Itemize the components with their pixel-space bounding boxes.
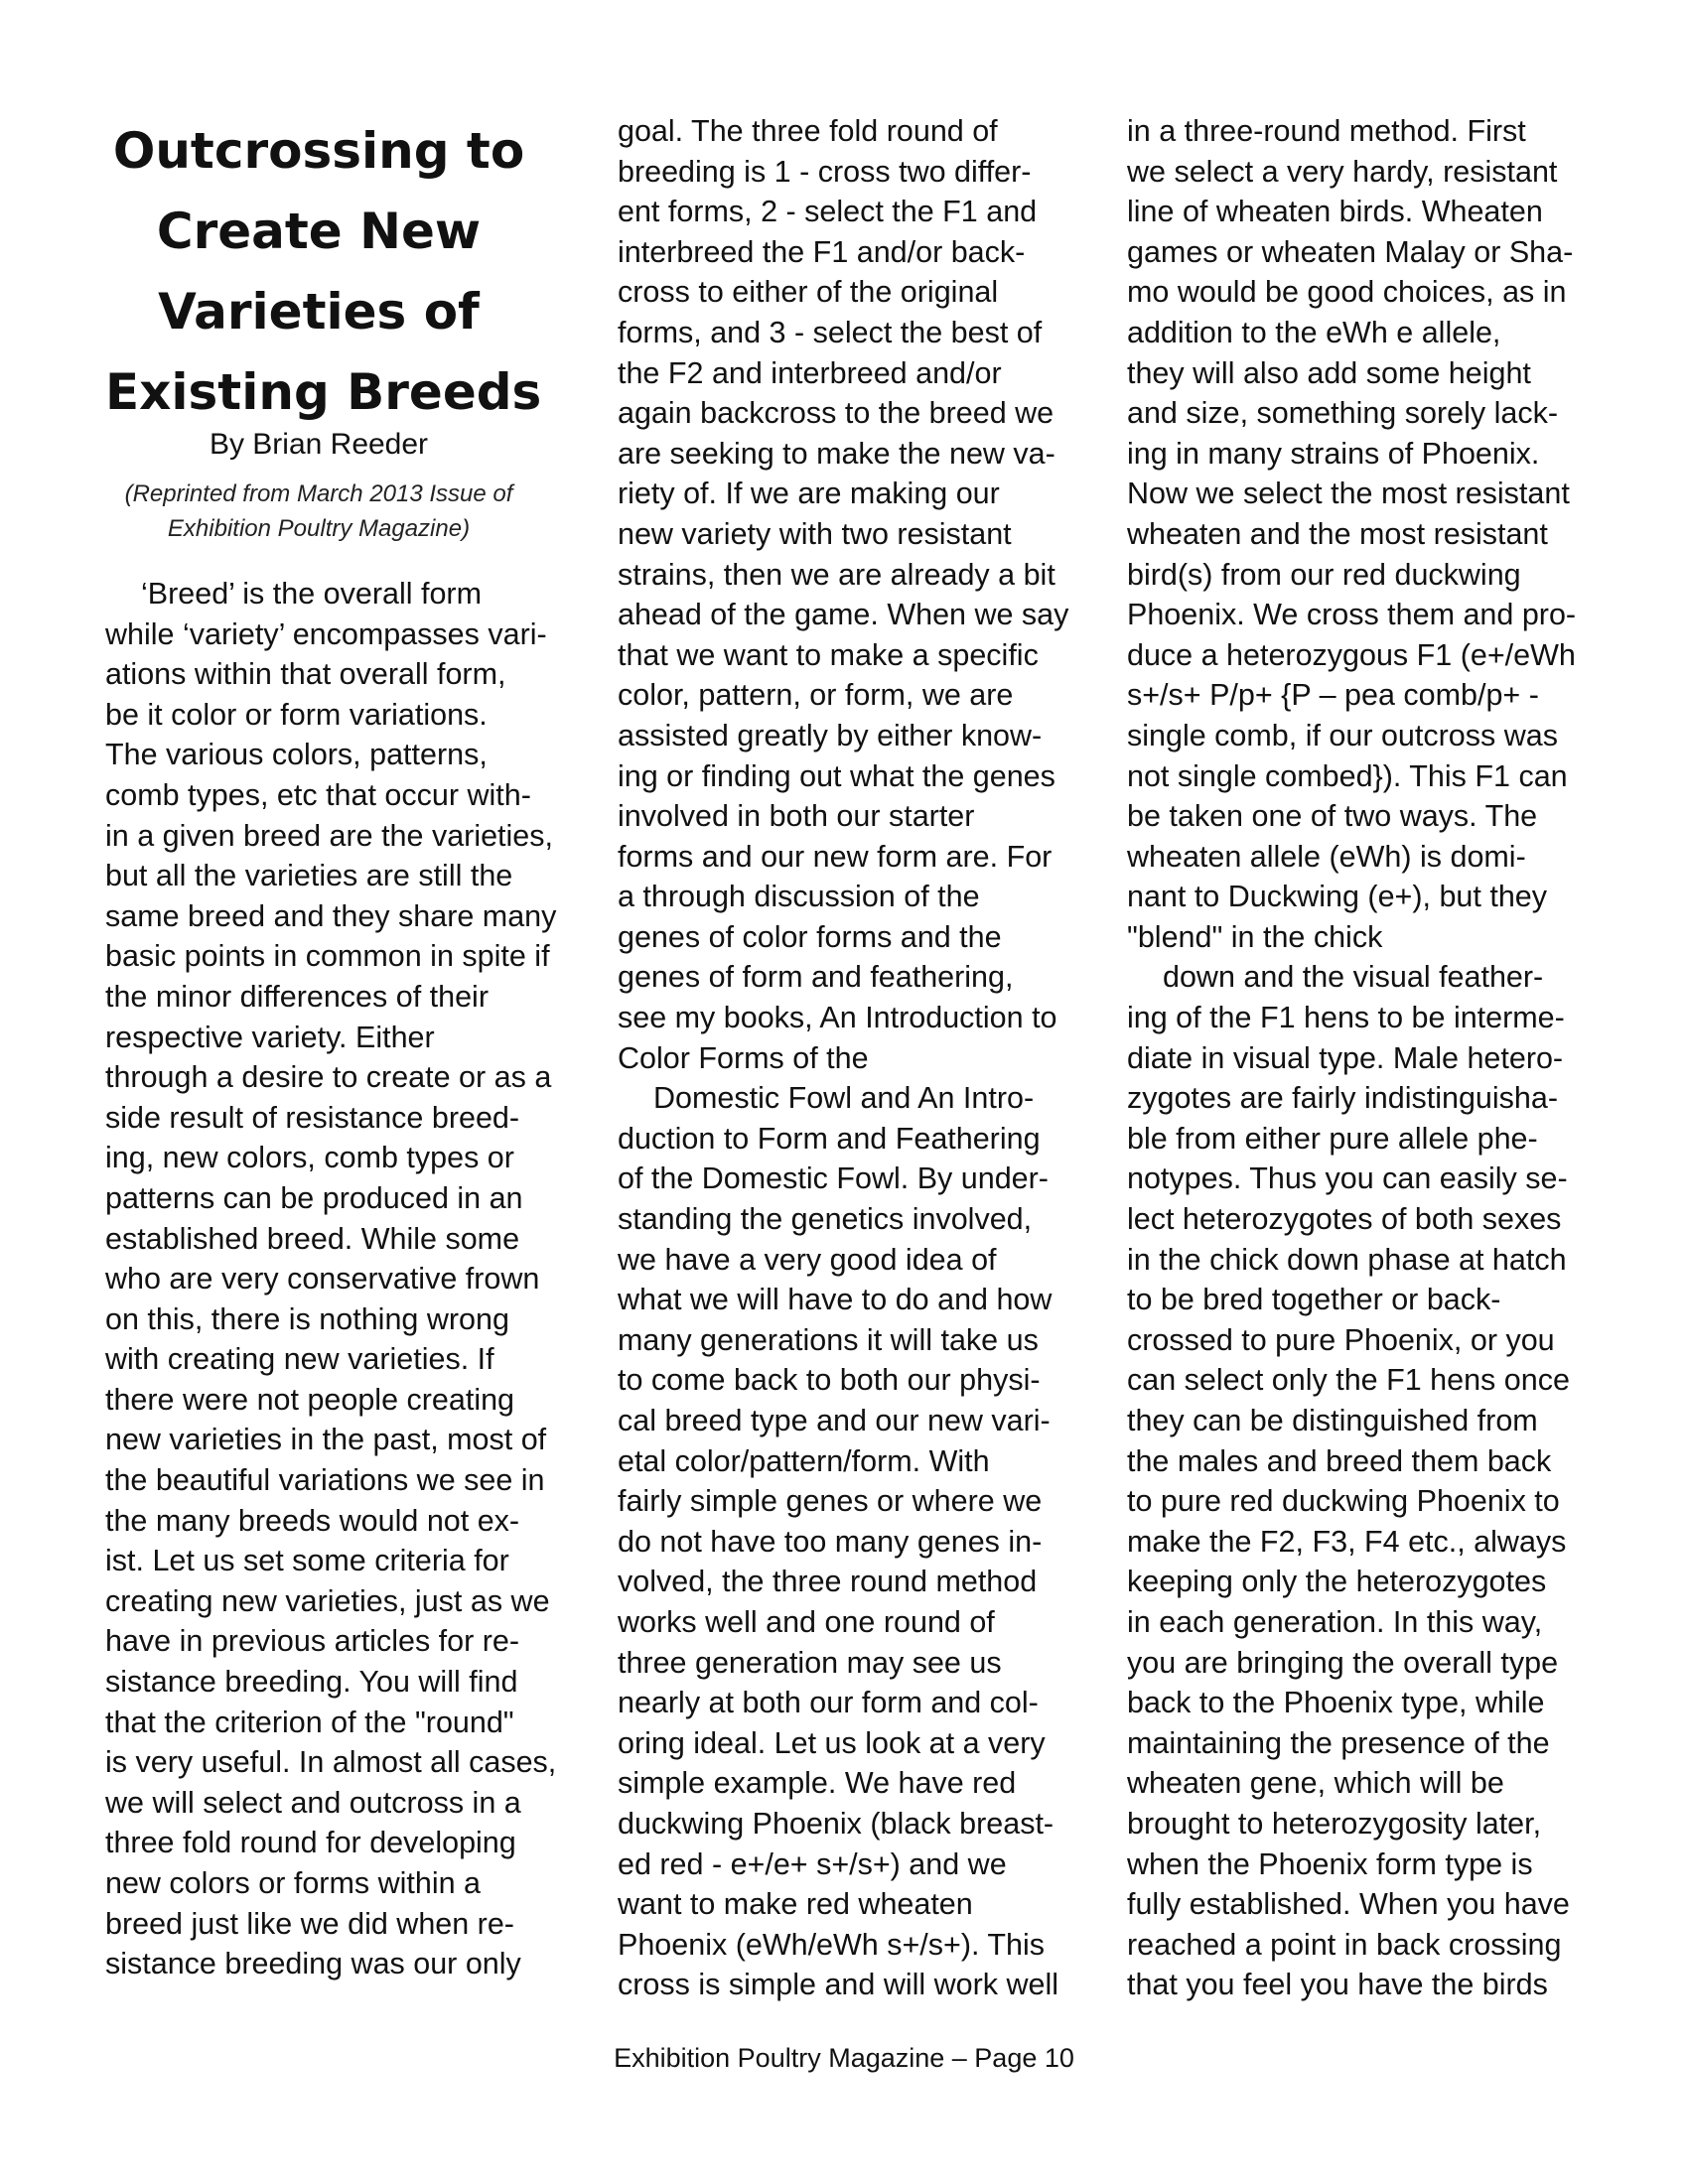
text-line: bird(s) from our red duckwing — [1127, 557, 1521, 592]
text-line: Phoenix (eWh/eWh s+/s+). This — [618, 1927, 1045, 1962]
text-line: strains, then we are already a bit — [618, 557, 1055, 592]
reprint-line: (Reprinted from March 2013 Issue of — [124, 480, 513, 507]
text-line: three generation may see us — [618, 1645, 1002, 1680]
text-line: when the Phoenix form type is — [1127, 1846, 1533, 1881]
text-line: The various colors, patterns, — [105, 738, 488, 772]
text-line: new colors or forms within a — [105, 1866, 481, 1900]
text-line: we select a very hardy, resistant — [1127, 154, 1558, 189]
text-line: duckwing Phoenix (black breast- — [618, 1806, 1055, 1841]
text-line: Domestic Fowl and An Intro- — [653, 1081, 1035, 1116]
title-line: Varieties of — [158, 283, 480, 341]
text-line: do not have too many genes in- — [618, 1524, 1043, 1559]
text-line: interbreed the F1 and/or back- — [618, 234, 1026, 269]
text-line: again backcross to the breed we — [618, 396, 1055, 431]
text-line: involved in both our starter — [618, 799, 975, 834]
text-line: works well and one round of — [618, 1604, 995, 1639]
text-line: "blend" in the chick — [1127, 919, 1383, 954]
text-line: is very useful. In almost all cases, — [105, 1745, 557, 1780]
text-line: oring ideal. Let us look at a very — [618, 1725, 1046, 1760]
text-line: goal. The three fold round of — [618, 114, 998, 148]
text-line: sistance breeding was our only — [105, 1947, 521, 1981]
text-line: cross to either of the original — [618, 275, 999, 310]
text-line: to be bred together or back- — [1127, 1283, 1501, 1317]
text-line: volved, the three round method — [618, 1565, 1038, 1599]
text-line: new variety with two resistant — [618, 516, 1012, 551]
text-line: a through discussion of the — [618, 880, 980, 914]
text-line: nant to Duckwing (e+), but they — [1127, 880, 1547, 914]
text-line: cal breed type and our new vari- — [618, 1404, 1051, 1437]
text-line: Now we select the most resistant — [1127, 477, 1570, 511]
text-line: wheaten allele (eWh) is domi- — [1127, 839, 1526, 874]
page-footer: Exhibition Poultry Magazine – Page 10 — [614, 2043, 1074, 2073]
text-line: while ‘variety’ encompasses vari- — [105, 616, 547, 651]
reprint-note — [105, 477, 532, 546]
text-line: ist. Let us set some criteria for — [105, 1544, 509, 1578]
text-line: ed red - e+/e+ s+/s+) and we — [618, 1846, 1007, 1881]
text-line: breeding is 1 - cross two differ- — [618, 154, 1032, 189]
text-line: sistance breeding. You will find — [105, 1665, 518, 1700]
text-line: and size, something sorely lack- — [1127, 396, 1558, 431]
text-line: ble from either pure allele phe- — [1127, 1121, 1538, 1156]
text-line: what we will have to do and how — [618, 1283, 1053, 1317]
text-line: addition to the eWh e allele, — [1127, 315, 1501, 349]
text-line: riety of. If we are making our — [618, 477, 1000, 511]
text-line: forms and our new form are. For — [618, 839, 1053, 874]
text-line: Color Forms of the — [618, 1040, 869, 1075]
text-line: be it color or form variations. — [105, 697, 488, 732]
text-line: make the F2, F3, F4 etc., always — [1127, 1524, 1567, 1559]
text-line: we have a very good idea of — [618, 1242, 997, 1277]
column-2 — [618, 111, 1084, 2005]
text-line: we will select and outcross in a — [105, 1785, 521, 1820]
text-line: creating new varieties, just as we — [105, 1583, 550, 1618]
text-line: wheaten gene, which will be — [1127, 1766, 1504, 1801]
text-line: many generations it will take us — [618, 1322, 1039, 1357]
text-line: patterns can be produced in an — [105, 1180, 523, 1215]
text-line: ing of the F1 hens to be interme- — [1127, 1001, 1565, 1035]
text-line: ent forms, 2 - select the F1 and — [618, 195, 1038, 229]
text-line: standing the genetics involved, — [618, 1202, 1033, 1237]
text-line: that you feel you have the birds — [1127, 1968, 1548, 2002]
text-line: fully established. When you have — [1127, 1887, 1570, 1922]
text-line: ations within that overall form, — [105, 657, 506, 692]
text-line: breed just like we did when re- — [105, 1906, 514, 1941]
column-1 — [105, 111, 572, 1984]
text-line: want to make red wheaten — [618, 1887, 973, 1922]
text-line: respective variety. Either — [105, 1020, 435, 1054]
text-line: with creating new varieties. If — [105, 1342, 494, 1377]
text-line: duce a heterozygous F1 (e+/eWh — [1127, 637, 1576, 672]
text-line: assisted greatly by either know- — [618, 718, 1043, 752]
text-line: zygotes are fairly indistinguisha- — [1127, 1081, 1558, 1116]
text-line: see my books, An Introduction to — [618, 1001, 1057, 1035]
column-3 — [1127, 111, 1604, 2005]
text-line: are seeking to make the new va- — [618, 436, 1055, 471]
text-line: brought to heterozygosity later, — [1127, 1806, 1542, 1841]
title-line: Existing Breeds — [105, 363, 542, 421]
text-line: color, pattern, or form, we are — [618, 678, 1014, 713]
text-line: that we want to make a specific — [618, 637, 1039, 672]
text-line: back to the Phoenix type, while — [1127, 1686, 1545, 1720]
column-1-text — [105, 574, 572, 1984]
text-line: s+/s+ P/p+ {P – pea comb/p+ - — [1127, 678, 1539, 713]
text-line: keeping only the heterozygotes — [1127, 1565, 1547, 1599]
text-line: that the criterion of the "round" — [105, 1705, 514, 1739]
title-line: Outcrossing to — [112, 122, 525, 180]
text-line: but all the varieties are still the — [105, 859, 513, 893]
title-line: Create New — [156, 203, 482, 260]
text-line: duction to Form and Feathering — [618, 1121, 1041, 1156]
text-line: ing, new colors, comb types or — [105, 1141, 514, 1175]
text-line: be taken one of two ways. The — [1127, 799, 1538, 834]
text-line: they can be distinguished from — [1127, 1404, 1538, 1437]
text-line: basic points in common in spite if — [105, 939, 550, 974]
text-line: forms, and 3 - select the best of — [618, 315, 1043, 349]
text-line: the many breeds would not ex- — [105, 1503, 520, 1538]
text-line: genes of color forms and the — [618, 919, 1002, 954]
text-line: maintaining the presence of the — [1127, 1725, 1550, 1760]
text-line: the minor differences of their — [105, 979, 489, 1014]
text-line: on this, there is nothing wrong — [105, 1301, 509, 1336]
text-line: reached a point in back crossing — [1127, 1927, 1562, 1962]
text-line: ing or finding out what the genes — [618, 758, 1055, 793]
text-line: ing in many strains of Phoenix. — [1127, 436, 1540, 471]
text-line: in a given breed are the varieties, — [105, 818, 553, 853]
text-line: in the chick down phase at hatch — [1127, 1242, 1567, 1277]
text-line: etal color/pattern/form. With — [618, 1443, 990, 1478]
text-line: in a three-round method. First — [1127, 114, 1526, 148]
text-line: to pure red duckwing Phoenix to — [1127, 1484, 1560, 1519]
text-line: there were not people creating — [105, 1382, 515, 1417]
text-line: simple example. We have red — [618, 1766, 1017, 1801]
text-line: fairly simple genes or where we — [618, 1484, 1043, 1519]
text-line: games or wheaten Malay or Sha- — [1127, 234, 1574, 269]
text-line: the males and breed them back — [1127, 1443, 1552, 1478]
article-header — [105, 111, 542, 546]
text-line: nearly at both our form and col- — [618, 1686, 1039, 1720]
text-line: crossed to pure Phoenix, or you — [1127, 1322, 1555, 1357]
text-line: established breed. While some — [105, 1221, 520, 1256]
byline: By Brian Reeder — [209, 428, 429, 461]
text-line: lect heterozygotes of both sexes — [1127, 1202, 1562, 1237]
text-line: to come back to both our physi- — [618, 1363, 1041, 1398]
text-line: notypes. Thus you can easily se- — [1127, 1161, 1568, 1196]
text-line: the beautiful variations we see in — [105, 1463, 545, 1498]
text-line: wheaten and the most resistant — [1127, 516, 1548, 551]
text-line: diate in visual type. Male hetero- — [1127, 1040, 1564, 1075]
text-line: can select only the F1 hens once — [1127, 1363, 1570, 1398]
text-line: cross is simple and will work well — [618, 1968, 1059, 2002]
text-line: you are bringing the overall type — [1127, 1645, 1559, 1680]
text-line: side result of resistance breed- — [105, 1100, 520, 1135]
text-line: genes of form and feathering, — [618, 960, 1014, 995]
text-line: same breed and they share many — [105, 898, 557, 933]
reprint-line: Exhibition Poultry Magazine) — [167, 515, 471, 542]
article-title — [105, 111, 542, 433]
text-line: ahead of the game. When we say — [618, 598, 1069, 632]
text-line: line of wheaten birds. Wheaten — [1127, 195, 1543, 229]
text-line: through a desire to create or as a — [105, 1060, 552, 1095]
text-line: ‘Breed’ is the overall form — [141, 577, 482, 611]
text-line: down and the visual feather- — [1163, 960, 1544, 995]
text-line: single comb, if our outcross was — [1127, 718, 1558, 752]
text-line: not single combed}). This F1 can — [1127, 758, 1568, 793]
text-line: Phoenix. We cross them and pro- — [1127, 598, 1577, 632]
text-line: have in previous articles for re- — [105, 1624, 520, 1659]
text-line: of the Domestic Fowl. By under- — [618, 1161, 1049, 1196]
text-line: who are very conservative frown — [105, 1262, 540, 1297]
text-line: comb types, etc that occur with- — [105, 777, 531, 812]
text-line: new varieties in the past, most of — [105, 1423, 547, 1457]
text-line: three fold round for developing — [105, 1826, 516, 1860]
text-line: in each generation. In this way, — [1127, 1604, 1543, 1639]
text-line: mo would be good choices, as in — [1127, 275, 1567, 310]
text-line: they will also add some height — [1127, 355, 1531, 390]
text-line: the F2 and interbreed and/or — [618, 355, 1002, 390]
